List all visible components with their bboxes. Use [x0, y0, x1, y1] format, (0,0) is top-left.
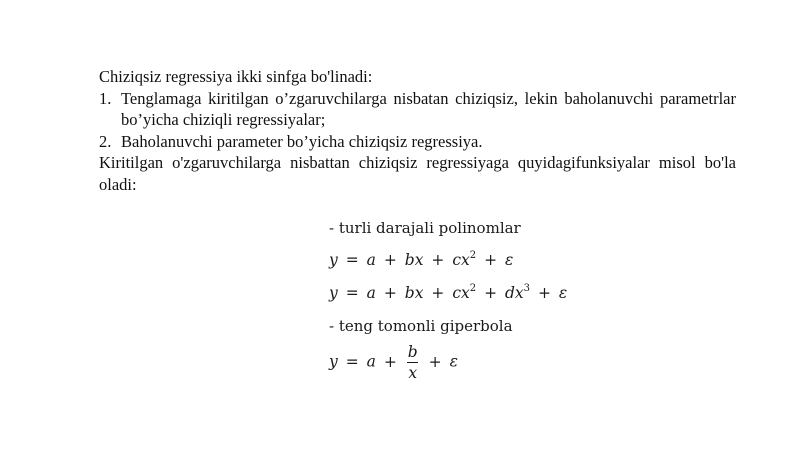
paragraph-text: Kiritilgan o'zgaruvchilarga nisbattan chiziqsiz regressiyaga quyidagifunksiyalar misol bo'la oladi: [99, 153, 736, 194]
text-body [99, 66, 736, 195]
eq-operator: + [431, 251, 445, 269]
eq-term: y [329, 251, 338, 269]
intro-text: Chiziqsiz regressiya ikki sinfga bo'linadi: [99, 67, 373, 86]
fraction-denominator: x [408, 364, 418, 382]
equation-cubic [329, 283, 567, 302]
eq-operator: + [484, 284, 498, 302]
list-number: 2. [99, 131, 112, 151]
equation-quadratic [329, 250, 513, 269]
eq-operator: + [428, 352, 442, 371]
eq-operator: + [431, 284, 445, 302]
list-text: Tenglamaga kiritilgan o’zgaruvchilarga nisbatan chiziqsiz, lekin baholanuvchi parametrlar bo’yicha chiziqli regressiyalar; [121, 88, 736, 129]
eq-term: y [329, 284, 338, 302]
eq-term: ε [505, 251, 514, 269]
fraction [407, 342, 419, 383]
eq-operator: + [383, 251, 397, 269]
eq-exponent: 3 [523, 283, 531, 294]
eq-term: bx [404, 251, 424, 269]
eq-term: a [366, 352, 376, 371]
eq-term: dx [505, 284, 524, 302]
eq-operator: + [484, 251, 498, 269]
eq-operator: = [345, 284, 359, 302]
list-number: 1. [99, 88, 112, 108]
eq-term: bx [404, 284, 424, 302]
eq-operator: + [537, 284, 551, 302]
eq-term: ε [558, 284, 568, 302]
eq-operator: = [345, 251, 359, 269]
equation-hyperbola [329, 342, 458, 383]
list-text: Baholanuvchi parameter bo’yicha chiziqsiz regressiya. [121, 131, 483, 151]
caption-polynomials: - turli darajali polinomlar [329, 219, 521, 237]
eq-exponent: 2 [469, 250, 477, 261]
eq-term: a [366, 284, 376, 302]
list-item [99, 88, 736, 131]
eq-exponent: 2 [469, 283, 477, 294]
eq-term: a [366, 251, 376, 269]
eq-operator: + [383, 352, 397, 371]
eq-term: ε [449, 352, 458, 371]
eq-operator: + [383, 284, 397, 302]
list-item [99, 131, 736, 153]
eq-operator: = [345, 352, 359, 371]
eq-term: cx [452, 284, 470, 302]
fraction-numerator: b [407, 343, 418, 361]
eq-term: cx [452, 251, 470, 269]
caption-hyperbola: - teng tomonli giperbola [329, 317, 513, 335]
eq-term: y [329, 352, 338, 371]
